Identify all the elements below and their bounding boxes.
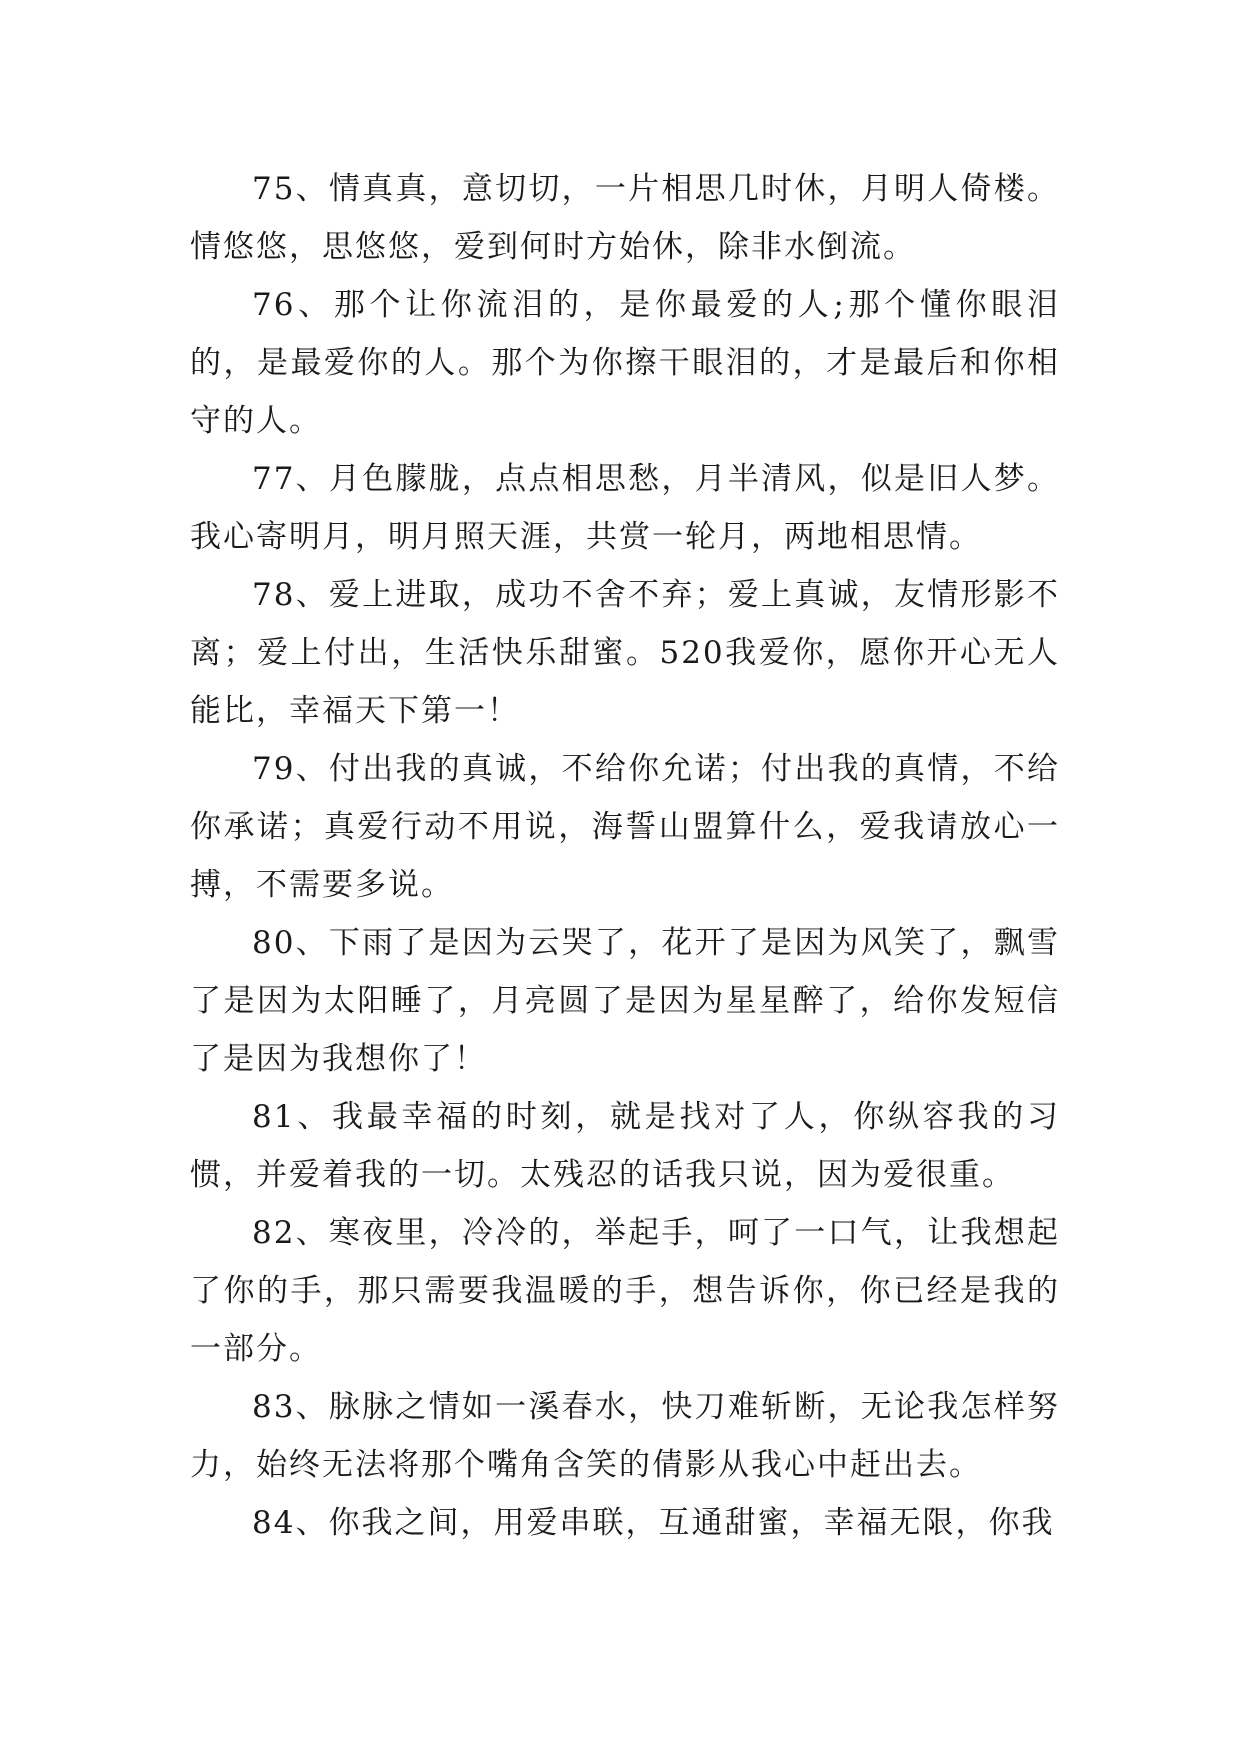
paragraph-75: 75、情真真，意切切，一片相思几时休，月明人倚楼。情悠悠，思悠悠，爱到何时方始休，除非水倒流。 xyxy=(190,171,1060,265)
paragraph-84: 84、你我之间，用爱串联，互通甜蜜，幸福无限，你我 xyxy=(252,1505,1055,1541)
paragraph-82: 82、寒夜里，冷冷的，举起手，呵了一口气，让我想起了你的手，那只需要我温暖的手，想告诉你，你已经是我的一部分。 xyxy=(190,1215,1060,1367)
paragraph-76: 76、那个让你流泪的，是你最爱的人;那个懂你眼泪的，是最爱你的人。那个为你擦干眼泪的，才是最后和你相守的人。 xyxy=(190,287,1060,439)
paragraph-81: 81、我最幸福的时刻，就是找对了人，你纵容我的习惯，并爱着我的一切。太残忍的话我只说，因为爱很重。 xyxy=(190,1099,1060,1193)
paragraph-79: 79、付出我的真诚，不给你允诺；付出我的真情，不给你承诺；真爱行动不用说，海誓山盟算什么，爱我请放心一搏，不需要多说。 xyxy=(190,751,1060,903)
paragraph-80: 80、下雨了是因为云哭了，花开了是因为风笑了，飘雪了是因为太阳睡了，月亮圆了是因为星星醉了，给你发短信了是因为我想你了！ xyxy=(190,925,1060,1077)
paragraph-83: 83、脉脉之情如一溪春水，快刀难斩断，无论我怎样努力，始终无法将那个嘴角含笑的倩影从我心中赶出去。 xyxy=(190,1389,1060,1483)
paragraph-78: 78、爱上进取，成功不舍不弃；爱上真诚，友情形影不离；爱上付出，生活快乐甜蜜。520我爱你，愿你开心无人能比，幸福天下第一！ xyxy=(190,577,1060,729)
document-body xyxy=(190,160,1060,1552)
paragraph-77: 77、月色朦胧，点点相思愁，月半清风，似是旧人梦。我心寄明月，明月照天涯，共赏一轮月，两地相思情。 xyxy=(190,461,1060,555)
